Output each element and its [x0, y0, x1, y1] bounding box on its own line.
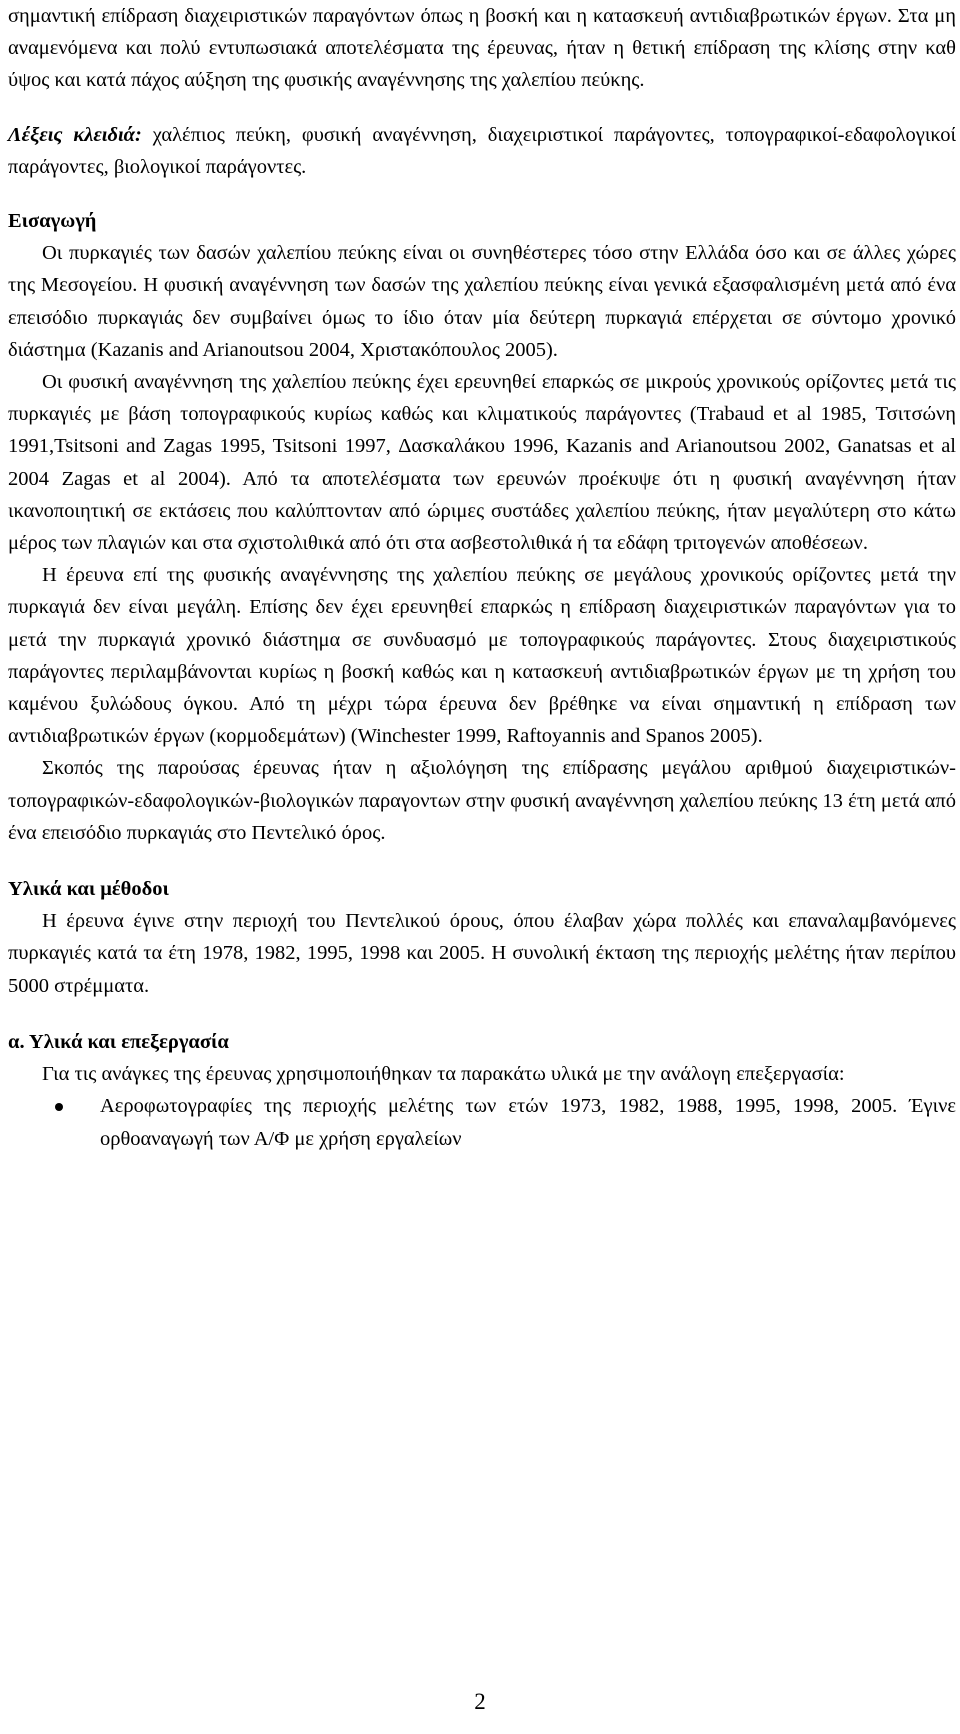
materials-methods-paragraph: Η έρευνα έγινε στην περιοχή του Πεντελικού όρους, όπου έλαβαν χώρα πολλές και επαναλαμβανόμενες πυρκαγιές κατά τα έτη 1978, 1982, 1995, 1998 και 2005. Η συνολική έκταση της περιοχής μελέτης ήταν περίπου 5000 στρέμματα.: [8, 910, 956, 997]
section-a-paragraph: Για τις ανάγκες της έρευνας χρησιμοποιήθηκαν τα παρακάτω υλικά με την ανάλογη επεξεργασία:: [42, 1063, 845, 1086]
bullet-list-item: [8, 1090, 956, 1154]
section-a-heading: α. Υλικά και επεξεργασία: [8, 1030, 229, 1053]
introduction-paragraph-2: Οι φυσική αναγέννηση της χαλεπίου πεύκης έχει ερευνηθεί επαρκώς σε μικρούς χρονικούς ορίζοντες μετά τις πυρκαγιές με βάση τοπογραφικούς κυρίως καθώς και κλιματικούς παράγοντες (Trabaud et al 1985, Τσιτσώνη 1991,Tsitsoni and Zagas 1995, Tsitsoni 1997, Δασκαλάκου 1996, Kazanis and Arianoutsou 2002, Ganatsas et al 2004 Zagas et al 2004). Από τα αποτελέσματα των ερευνών προέκυψε ότι η φυσική αναγέννηση ήταν ικανοποιητική σε εκτάσεις που καλύπτονταν από ώριμες συστάδες χαλεπίου πεύκης, ήταν μεγαλύτερη στο κάτω μέρος των πλαγιών και στα σχιστολιθικά από ότι στα ασβεστολιθικά ή τα εδάφη τριτογενών αποθέσεων.: [8, 371, 956, 555]
introduction-paragraph-4: Σκοπός της παρούσας έρευνας ήταν η αξιολόγηση της επίδρασης μεγάλου αριθμού διαχειριστικών-τοπογραφικών-εδαφολογικών-βιολογικών παραγοντων στην φυσική αναγέννηση χαλεπίου πεύκης 13 έτη μετά από ένα επεισόδιο πυρκαγιάς στο Πεντελικό όρος.: [8, 757, 956, 844]
materials-methods-section: [8, 873, 956, 1002]
keywords-label: Λέξεις κλειδιά:: [8, 123, 142, 146]
bullet-icon: [55, 1103, 63, 1111]
bullet-text: Αεροφωτογραφίες της περιοχής μελέτης των ετών 1973, 1982, 1988, 1995, 1998, 2005. Έγινε ορθοαναγωγή των Α/Φ με χρήση εργαλείων: [100, 1095, 956, 1150]
intro-continuation-paragraph: σημαντική επίδραση διαχειριστικών παραγόντων όπως η βοσκή και η κατασκευή αντιδιαβρωτικών έργων. Στα μη αναμενόμενα και πολύ εντυπωσιακά αποτελέσματα της έρευνας, ήταν η θετική επίδραση της κλίσης στην καθ ύψος και κατά πάχος αύξηση της φυσικής αναγέννησης της χαλεπίου πεύκης.: [8, 5, 956, 92]
introduction-heading: Εισαγωγή: [8, 210, 97, 233]
keywords-paragraph: [8, 119, 956, 183]
section-a: [8, 1026, 956, 1155]
page-number: 2: [474, 1689, 486, 1714]
introduction-paragraph-1: Οι πυρκαγιές των δασών χαλεπίου πεύκης είναι οι συνηθέστερες τόσο στην Ελλάδα όσο και σε άλλες χώρες της Μεσογείου. Η φυσική αναγέννηση των δασών της χαλεπίου πεύκης είναι γενικά εξασφαλισμένη μετά από ένα επεισόδιο πυρκαγιάς δεν συμβαίνει όμως το ίδιο όταν μία δεύτερη πυρκαγιά επέρχεται σε σύντομο χρονικό διάστημα (Kazanis and Arianoutsou 2004, Χριστακόπουλος 2005).: [8, 242, 956, 361]
introduction-section: [8, 205, 956, 849]
introduction-paragraph-3: Η έρευνα επί της φυσικής αναγέννησης της χαλεπίου πεύκης σε μεγάλους χρονικούς ορίζοντες μετά την πυρκαγιά δεν είναι μεγάλη. Επίσης δεν έχει ερευνηθεί επαρκώς η επίδραση διαχειριστικών παραγόντων για το μετά την πυρκαγιά χρονικό διάστημα σε συνδυασμό με τοπογραφικούς παράγοντες. Στους διαχειριστικούς παράγοντες περιλαμβάνονται κυρίως η βοσκή καθώς και η κατασκευή αντιδιαβρωτικών έργων με τη χρήση του καμένου ξυλώδους όγκου. Από τη μέχρι τώρα έρευνα δεν βρέθηκε να είναι σημαντική η επίδραση των αντιδιαβρωτικών έργων (κορμοδεμάτων) (Winchester 1999, Raftoyannis and Spanos 2005).: [8, 564, 956, 748]
document-page: [8, 0, 956, 1155]
materials-methods-heading: Υλικά και μέθοδοι: [8, 878, 169, 901]
keywords-text: χαλέπιος πεύκη, φυσική αναγέννηση, διαχειριστικοί παράγοντες, τοπογραφικοί-εδαφολογικοί παράγοντες, βιολογικοί παράγοντες.: [8, 123, 956, 178]
